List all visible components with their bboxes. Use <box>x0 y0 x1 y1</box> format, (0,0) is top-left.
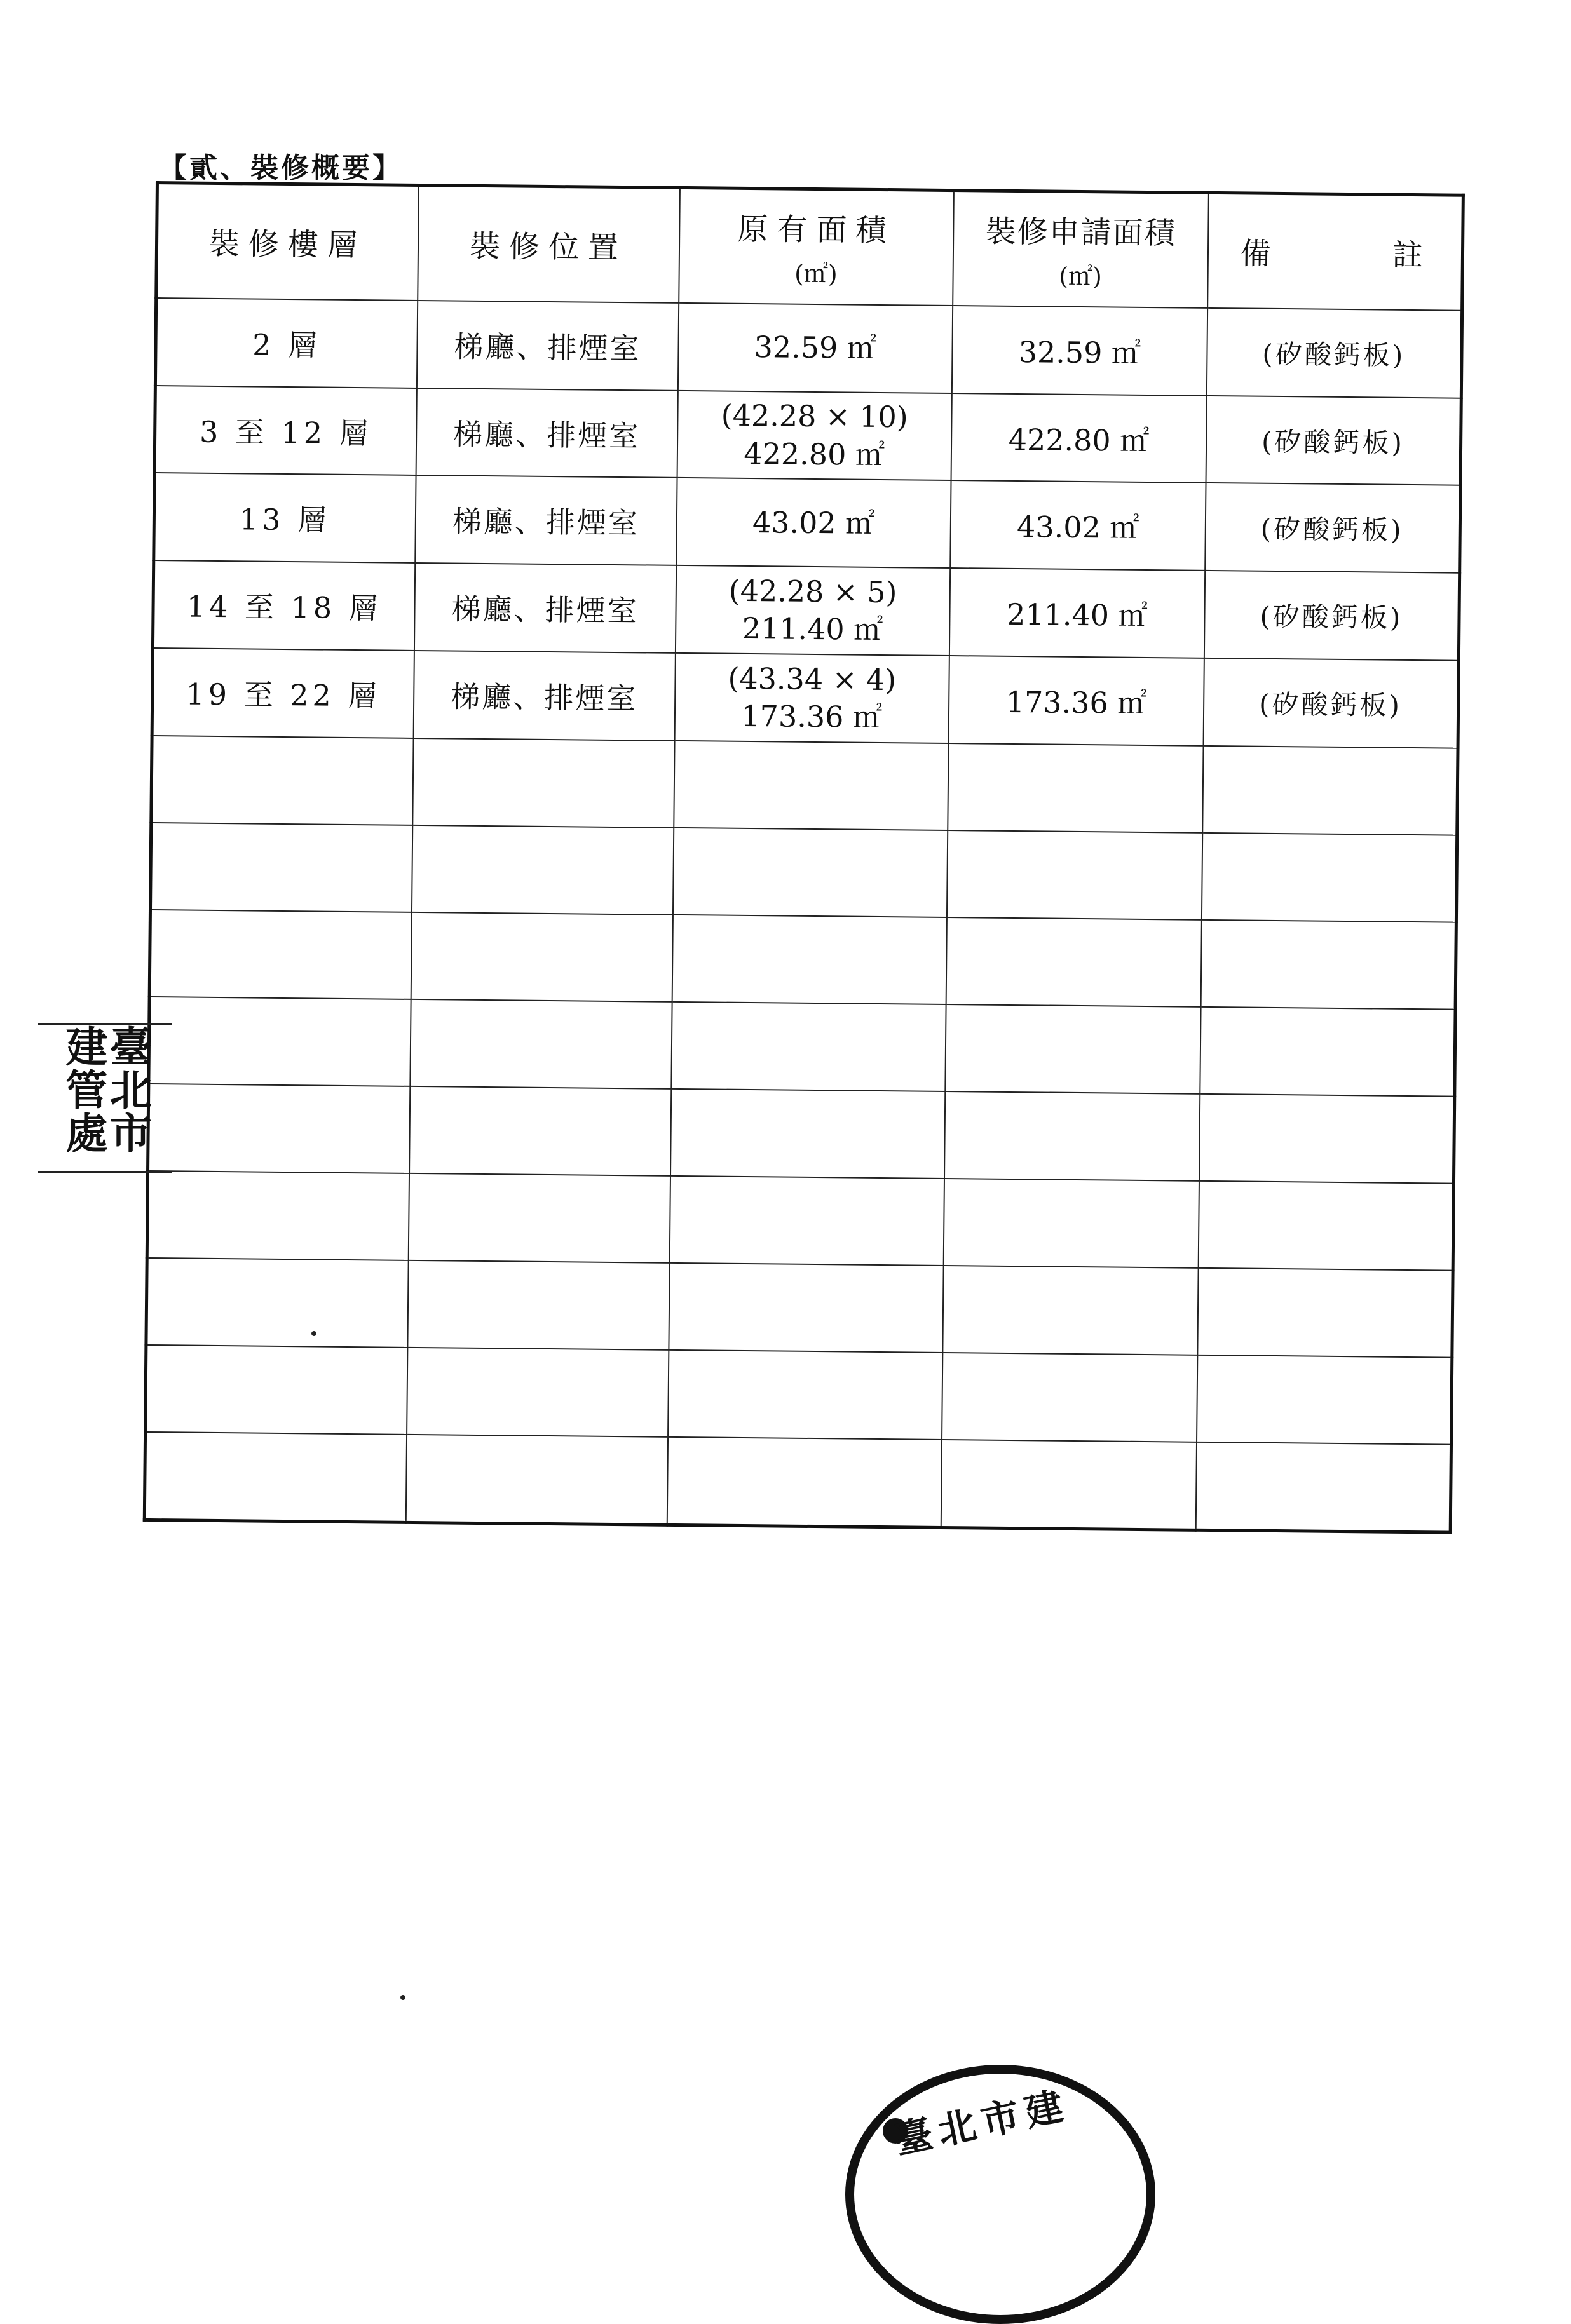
original-area-cell <box>677 390 952 480</box>
renovation-summary-table <box>143 181 1465 1534</box>
original-area-cell <box>675 565 950 656</box>
header-location: 裝修位置 <box>418 185 680 302</box>
table-row <box>155 298 1462 398</box>
header-applied-area-label: 裝修申請面積 <box>985 213 1176 252</box>
remark-cell: (矽酸鈣板) <box>1205 483 1460 573</box>
empty-row <box>146 1345 1452 1445</box>
section-title: 【貳、裝修概要】 <box>159 152 403 184</box>
empty-row <box>150 823 1457 922</box>
original-area-line2: 211.40 ㎡ <box>742 611 883 647</box>
applied-area-cell: 32.59 ㎡ <box>952 306 1207 396</box>
original-area-line1: 32.59 ㎡ <box>754 329 877 365</box>
location-cell: 梯廳、排煙室 <box>414 563 676 653</box>
location-cell: 梯廳、排煙室 <box>416 388 677 478</box>
table-row <box>154 386 1461 486</box>
header-note-right: 註 <box>1392 237 1424 274</box>
header-floor: 裝修樓層 <box>156 183 419 301</box>
empty-row <box>146 1258 1453 1358</box>
scan-speck <box>311 1331 316 1336</box>
side-stamp-text: 臺北市建管處 <box>58 1025 153 1154</box>
seal-text: 臺北市建 <box>890 2083 1074 2164</box>
original-area-cell <box>677 302 953 393</box>
original-area-line1: 43.02 ㎡ <box>752 504 875 541</box>
header-note-left: 備 <box>1240 236 1272 273</box>
location-cell: 梯廳、排煙室 <box>413 651 675 741</box>
original-area-line2: 422.80 ㎡ <box>744 436 885 472</box>
original-area-cell <box>674 653 949 743</box>
floor-cell: 13 層 <box>154 473 416 563</box>
floor-cell: 3 至 12 層 <box>154 386 416 476</box>
empty-row <box>148 1084 1455 1184</box>
header-applied-area-unit: (㎡) <box>1058 262 1103 291</box>
original-area-line2: 173.36 ㎡ <box>741 699 883 735</box>
header-original-area-unit: (㎡) <box>794 259 838 288</box>
remark-cell: (矽酸鈣板) <box>1204 571 1460 661</box>
header-applied-area <box>953 191 1208 308</box>
remark-cell: (矽酸鈣板) <box>1207 307 1462 398</box>
table-row <box>153 560 1459 661</box>
applied-area-cell: 43.02 ㎡ <box>950 481 1206 571</box>
original-area-line1: (42.28 × 10) <box>721 398 908 435</box>
table-row <box>154 473 1460 573</box>
header-row <box>156 183 1464 311</box>
empty-row <box>144 1432 1451 1532</box>
side-stamp <box>38 1023 172 1173</box>
location-cell: 梯廳、排煙室 <box>415 475 677 565</box>
empty-row <box>151 736 1458 835</box>
remark-cell: (矽酸鈣板) <box>1203 658 1459 748</box>
header-note <box>1207 193 1463 310</box>
floor-cell: 19 至 22 層 <box>152 648 414 738</box>
empty-row <box>147 1171 1453 1271</box>
header-original-area <box>679 187 954 305</box>
empty-row <box>149 997 1455 1097</box>
location-cell: 梯廳、排煙室 <box>416 301 678 391</box>
scan-speck <box>400 1995 405 2000</box>
remark-cell: (矽酸鈣板) <box>1206 395 1461 485</box>
renovation-summary-table-wrap <box>143 181 1465 1534</box>
applied-area-cell: 173.36 ㎡ <box>949 656 1204 746</box>
original-area-line1: (43.34 × 4) <box>728 661 897 697</box>
floor-cell: 14 至 18 層 <box>153 560 414 651</box>
empty-row <box>149 910 1456 1010</box>
applied-area-cell: 211.40 ㎡ <box>949 568 1205 658</box>
original-area-cell <box>676 478 951 568</box>
original-area-line1: (42.28 × 5) <box>728 573 897 609</box>
header-original-area-label: 原有面積 <box>737 211 895 248</box>
floor-cell: 2 層 <box>155 298 417 388</box>
table-row <box>152 648 1459 748</box>
official-seal <box>845 2065 1155 2324</box>
applied-area-cell: 422.80 ㎡ <box>951 393 1207 483</box>
